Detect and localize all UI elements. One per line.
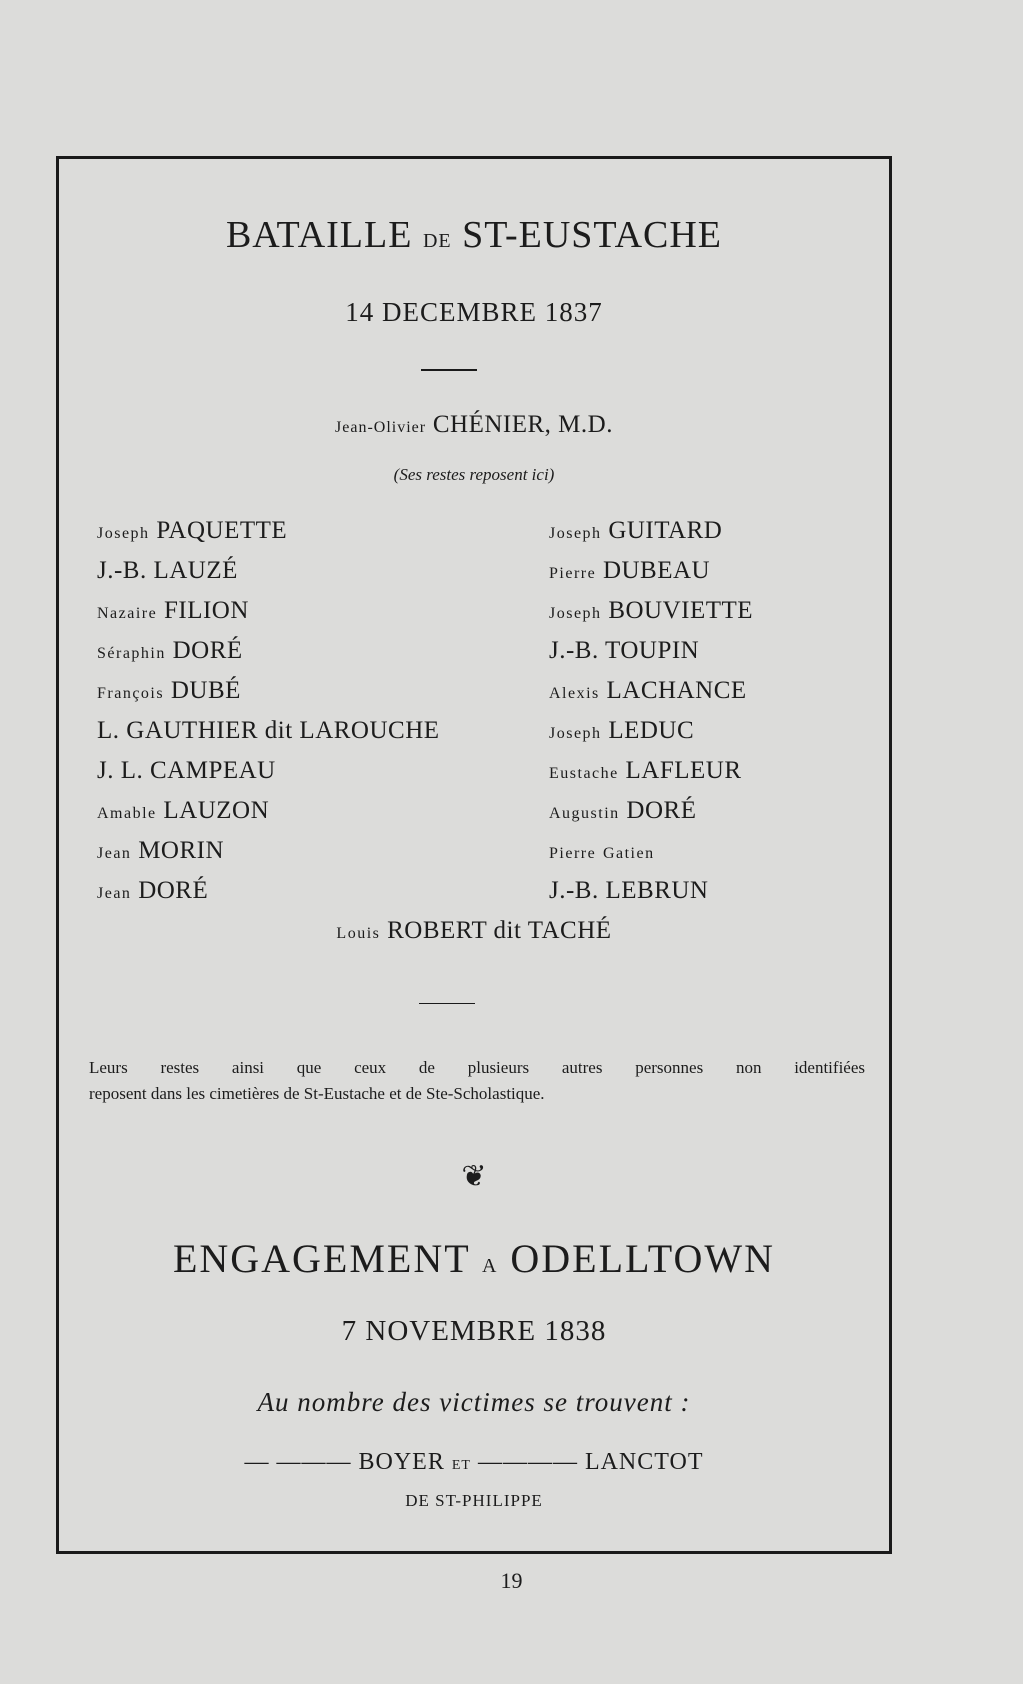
- note-line-2: reposent dans les cimetières de St-Eustache et de Ste-Scholastique.: [89, 1084, 545, 1103]
- battle-title-part1: BATAILLE: [225, 214, 413, 256]
- list-item: J.-B. LAUZÉ: [97, 557, 238, 584]
- battle-title-de: DE: [422, 230, 452, 252]
- engagement-title-part2: ODELLTOWN: [510, 1236, 776, 1281]
- victims-intro: Au nombre des victimes se trouvent :: [257, 1387, 691, 1417]
- list-item: Joseph BOUVIETTE: [549, 597, 754, 624]
- list-item: Pierre Gatien: [549, 845, 655, 862]
- battle-title-part2: ST-EUSTACHE: [462, 214, 723, 256]
- list-item: Amable LAUZON: [97, 797, 270, 824]
- engagement-title-part1: ENGAGEMENT: [172, 1236, 470, 1281]
- conjunction: ET: [451, 1458, 471, 1473]
- battle-date: 14 DECEMBRE 1837: [345, 297, 603, 327]
- list-item: Louis ROBERT dit TACHÉ: [336, 917, 612, 944]
- chenier-line: [59, 411, 889, 439]
- list-item: L. GAUTHIER dit LAROUCHE: [97, 717, 440, 744]
- list-item: Joseph PAQUETTE: [97, 517, 288, 544]
- names-right-column: [549, 511, 753, 911]
- names-left-column: [97, 511, 440, 911]
- victim-lanctot: LANCTOT: [584, 1449, 704, 1475]
- list-item: Séraphin DORÉ: [97, 637, 243, 664]
- remains-note: (Ses restes reposent ici): [393, 465, 555, 484]
- chenier-first-name: Jean-Olivier: [335, 419, 427, 436]
- list-item: Eustache LAFLEUR: [549, 757, 742, 784]
- list-item: Nazaire FILION: [97, 597, 249, 624]
- engagement-title: [59, 1235, 889, 1282]
- list-item: Jean DORÉ: [97, 877, 209, 904]
- divider: [421, 369, 477, 371]
- dash: — ———: [244, 1449, 352, 1475]
- page-number: 19: [500, 1568, 523, 1593]
- divider: [419, 1003, 475, 1004]
- list-item: François DUBÉ: [97, 677, 241, 704]
- list-item: J.-B. TOUPIN: [549, 637, 700, 664]
- list-item: Joseph LEDUC: [549, 717, 695, 744]
- engagement-title-a: A: [481, 1255, 499, 1277]
- note-line-1: Leurs restes ainsi que ceux de plusieurs autres personnes non identifiées: [89, 1058, 865, 1077]
- list-item: Pierre DUBEAU: [549, 557, 711, 584]
- list-item: Joseph GUITARD: [549, 517, 723, 544]
- list-item: Jean MORIN: [97, 837, 225, 864]
- engagement-date: 7 NOVEMBRE 1838: [341, 1315, 607, 1347]
- origin-line: DE ST-PHILIPPE: [405, 1491, 543, 1510]
- fleuron-ornament: ❦: [461, 1160, 487, 1193]
- victims-line: [59, 1449, 889, 1476]
- battle-title: [59, 213, 889, 257]
- list-item: J.-B. LEBRUN: [549, 877, 709, 904]
- page-frame: [56, 156, 892, 1554]
- victim-boyer: BOYER: [358, 1449, 445, 1475]
- list-item: Augustin DORÉ: [549, 797, 697, 824]
- chenier-last-name: CHÉNIER, M.D.: [432, 411, 613, 438]
- dash: ————: [477, 1449, 578, 1475]
- list-item: Alexis LACHANCE: [549, 677, 747, 704]
- list-item: J. L. CAMPEAU: [97, 757, 276, 784]
